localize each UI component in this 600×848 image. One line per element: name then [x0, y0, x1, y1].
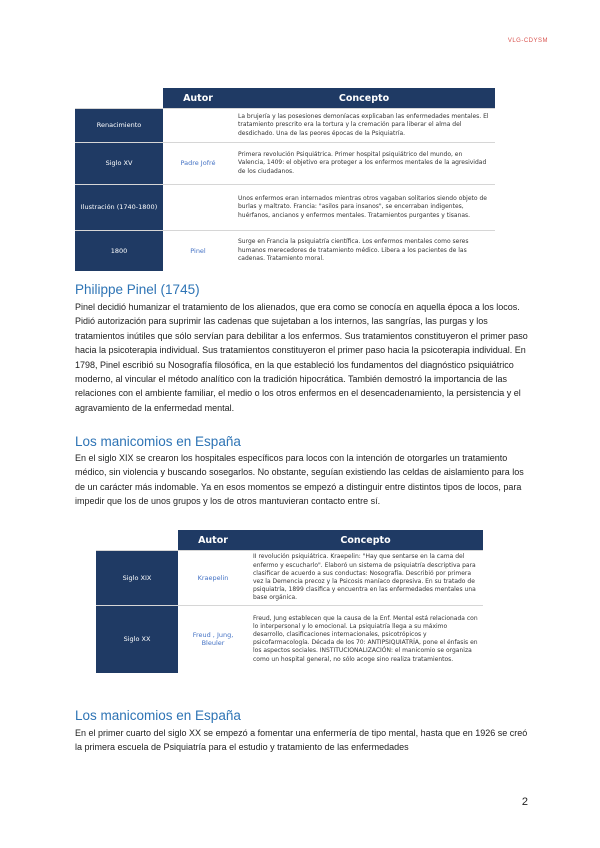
era-cell: Siglo XIX	[96, 551, 178, 606]
concepto-cell: II revolución psiquiátrica. Kraepelin: "Hay que sentarse en la cama del enfermo y escucharlo". Elaboró un sistema de psiquiatría descriptiva para clasificar de acuerdo a sus conductas: Nosografía. Describió por primera vez la Demencia precoz y la Psicosis maníaco depresiva. En su tratado de psiquiatría, 1899 clasifica y encuentra en las enfermedades mentales una base orgánica.	[248, 551, 483, 606]
table-header-concepto: Concepto	[248, 530, 483, 551]
section-title: Philippe Pinel (1745)	[75, 282, 200, 297]
table-row	[96, 551, 483, 606]
table-row	[96, 606, 483, 673]
autor-cell	[163, 185, 233, 231]
autor-cell: Freud , Jung, Bleuler	[178, 606, 248, 673]
table-header-blank	[96, 530, 178, 551]
autor-cell: Pinel	[163, 231, 233, 271]
section-title: Los manicomios en España	[75, 708, 241, 723]
autor-cell: Kraepelin	[178, 551, 248, 606]
concepto-cell: Surge en Francia la psiquiatría científica. Los enfermos mentales como seres humanos merecedores de tratamiento médico. Libera a los pacientes de las cadenas. Tratamiento moral.	[233, 231, 495, 271]
era-cell: Siglo XV	[75, 143, 163, 185]
autor-cell: Padre Jofré	[163, 143, 233, 185]
table-header-autor: Autor	[178, 530, 248, 551]
era-cell: Ilustración (1740-1800)	[75, 185, 163, 231]
history-table-1	[75, 88, 495, 271]
era-cell: Siglo XX	[96, 606, 178, 673]
concepto-cell: Freud, Jung establecen que la causa de la Enf. Mental está relacionada con lo interpersonal y lo emocional. La psiquiatría llega a su máximo desarrollo, clasificaciones internacionales, psicotrópicos y psicofarmacología. Década de los 70: ANTIPSIQUIATRÍA, pone el énfasis en los aspectos sociales. INSTITUCIONALIZACIÓN: el manicomio se organiza como un hospital general, no sólo acoge sino realiza tratamientos.	[248, 606, 483, 673]
table-header-blank	[75, 88, 163, 109]
concepto-cell: La brujería y las posesiones demoníacas explicaban las enfermedades mentales. El tratamiento prescrito era la tortura y la cremación para liberar el alma del desdichado. Una de las peores épocas de la Psiquiatría.	[233, 109, 495, 143]
table-row	[75, 143, 495, 185]
page-number: 2	[521, 796, 528, 808]
section-paragraph: En el siglo XIX se crearon los hospitales específicos para locos con la intención de otorgarles un tratamiento médico, sin violencia y buscando sosegarlos. No obstante, seguían existiendo las celdas de aislamiento para los de un carácter más indomable. Ya en esos momentos se empezó a distinguir entre distintos tipos de locos, para impedir que los de unos grupos y los de otros mantuvieran contacto entre sí.	[75, 453, 524, 507]
section-paragraph: Pinel decidió humanizar el tratamiento de los alienados, que era como se conocía en aquella época a los locos. Pidió autorización para suprimir las cadenas que sujetaban a los internos, las sangrías, las purgas y los tratamientos inútiles que sólo servían para debilitar a los enfermos. Sus tratamientos constituyeron el primer paso hacia la psicoterapia individual. Sus tratamientos constituyeron el primer paso hacia la psicoterapia individual. En 1798, Pinel escribió su Nosografía filosófica, en la que estableció los fundamentos del diagnóstico psiquiátrico moderno, al vincular el método analítico con la tradición hipocrática. También demostró la importancia de las relaciones con el ambiente familiar, el medio o los otros enfermos en el desencadenamiento, la persistencia y el agravamiento de la enfermedad mental.	[75, 302, 528, 413]
document-header-tag: VLG-CDYSM	[507, 38, 548, 44]
section-paragraph: En el primer cuarto del siglo XX se empezó a fomentar una enfermería de tipo mental, hasta que en 1926 se creó la primera escuela de Psiquiatría para el estudio y tratamiento de las enfermedades	[75, 728, 528, 753]
concepto-cell: Unos enfermos eran internados mientras otros vagaban solitarios siendo objeto de burlas y maltrato. Francia: "asilos para insanos", se encerraban indigentes, huérfanos, ancianos y enfermos mentales. Tratamientos purgantes y tisanas.	[233, 185, 495, 231]
table-row	[75, 231, 495, 271]
table-row	[75, 109, 495, 143]
table-row	[75, 185, 495, 231]
concepto-cell: Primera revolución Psiquiátrica. Primer hospital psiquiátrico del mundo, en Valencia, 1409: el objetivo era proteger a los enfermos mentales de la agresividad de los ciudadanos.	[233, 143, 495, 185]
table-header-autor: Autor	[163, 88, 233, 109]
history-table-2	[96, 530, 483, 673]
era-cell: Renacimiento	[75, 109, 163, 143]
table-header-concepto: Concepto	[233, 88, 495, 109]
autor-cell	[163, 109, 233, 143]
era-cell: 1800	[75, 231, 163, 271]
section-title: Los manicomios en España	[75, 434, 241, 449]
